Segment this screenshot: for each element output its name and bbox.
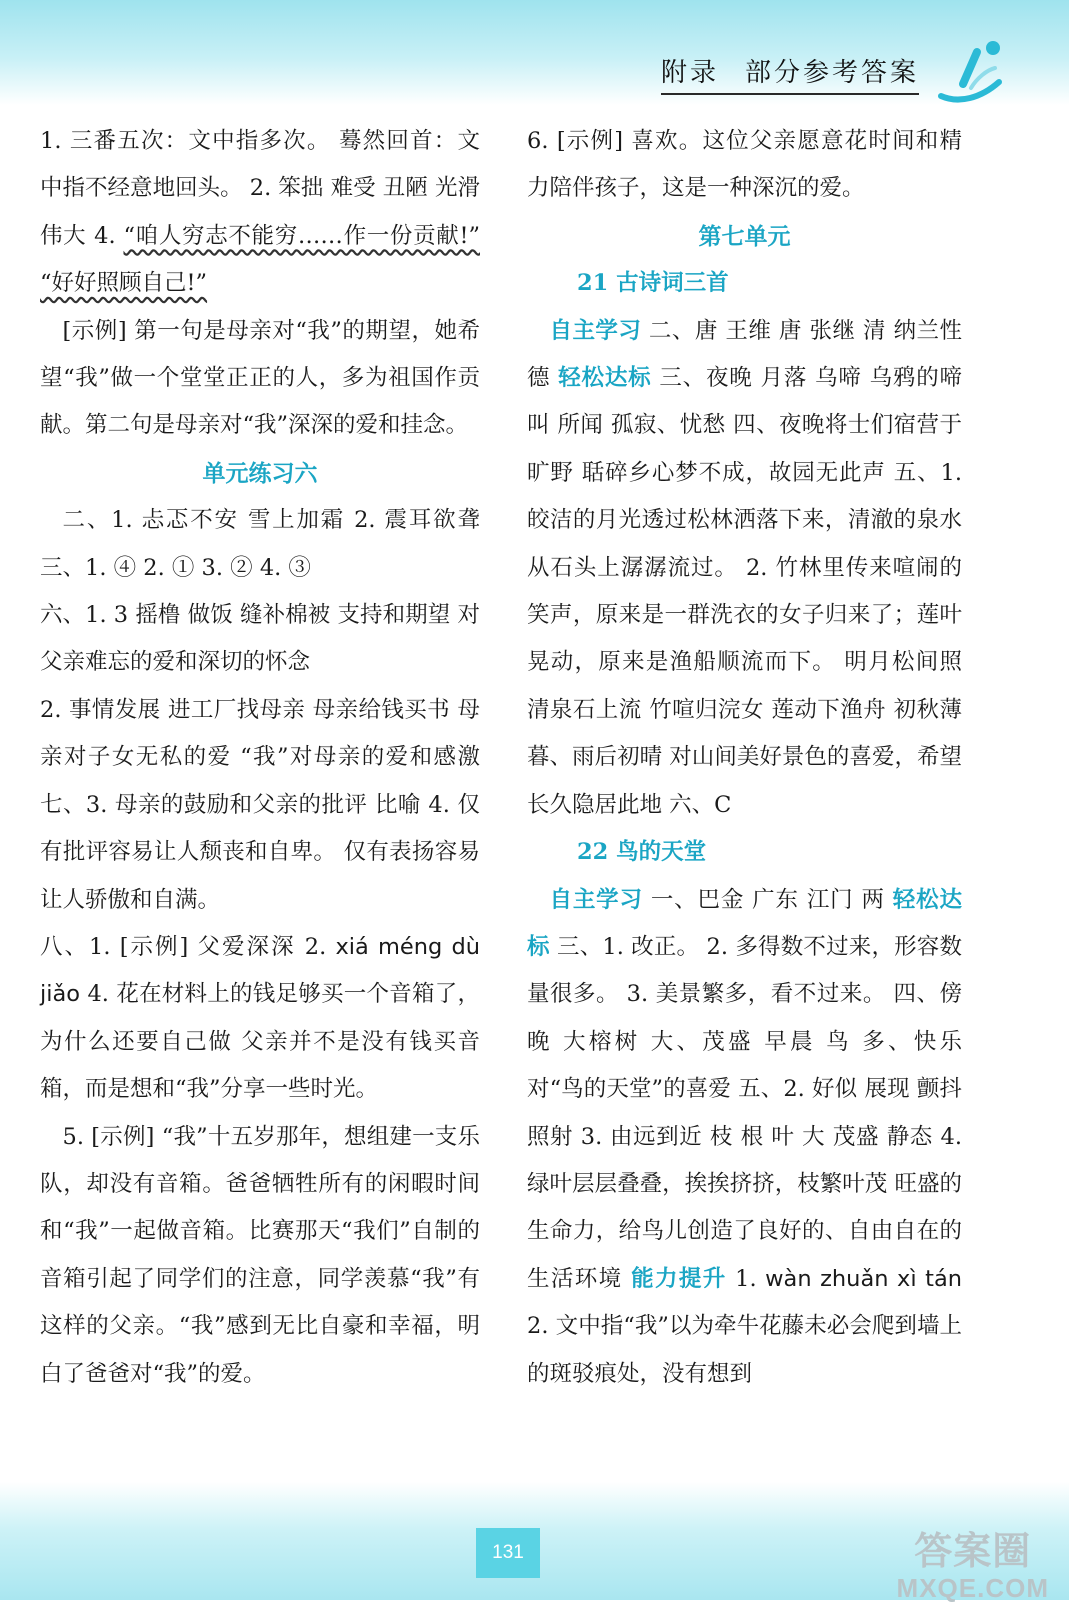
answer-para-6 (40, 924, 480, 1114)
answer-text: 1. 三番五次：文中指多次。 蓦然回首：文中指不经意地回头。 2. 笨拙 难受 丑陋 光滑 伟大 4. (40, 128, 480, 249)
pencil-swoosh-logo-icon (937, 38, 1009, 108)
tag-easy-goal: 轻松达标 (527, 886, 962, 960)
unit-seven-heading: 第七单元 (698, 222, 791, 250)
unit-practice-heading: 单元练习六 (202, 459, 318, 487)
answer-para-2: [示例] 第一句是母亲对“我”的期望，她希望“我”做一个堂堂正正的人，多为祖国作贡献。第二句是母亲对“我”深深的爱和挂念。 (40, 317, 480, 439)
left-column (40, 118, 480, 1398)
watermark-line-1: 答案圈 (914, 1531, 1032, 1573)
answer-text: 三、夜晚 月落 乌啼 乌鸦的啼叫 所闻 孤寂、忧愁 四、夜晚将士们宿营于旷野 聒碎乡心梦不成，故园无此声 五、1. 皎洁的月光透过松林洒落下来，清澈的泉水从石头上潺潺流过。 2. 竹林里传来喧闹的笑声，原来是一群洗衣的女子归来了；莲叶晃动，原来是渔船顺流而下。 明月松间照 清泉石上流 竹喧归浣女 莲动下渔舟 初秋薄暮、雨后初晴 对山间美好景色的喜爱，希望长久隐居此地 六、C (527, 365, 962, 818)
pinyin-text: xiá méng dù jiǎo (40, 933, 480, 1008)
answer-para-r2 (527, 308, 962, 829)
answer-para-7: 5. [示例] “我”十五岁那年，想组建一支乐队，却没有音箱。爸爸牺牲所有的闲暇时间和“我”一起做音箱。比赛那天“我们”自制的音箱引起了同学们的注意，同学羡慕“我”有这样的父亲。“我”感到无比自豪和幸福，明白了爸爸对“我”的爱。 (40, 1123, 480, 1387)
right-column (527, 118, 962, 1398)
answer-para-r3 (527, 877, 962, 1398)
wavy-quote-1: “咱人穷志不能穷……作一份贡献!” (123, 222, 480, 249)
answer-text: 1. (726, 1265, 766, 1292)
header-answers: 部分参考答案 (744, 58, 919, 88)
answer-para-3: 二、1. 忐忑不安 雪上加霜 2. 震耳欲聋 三、1. ④ 2. ① 3. ② 4. ③ (40, 507, 480, 581)
answer-text: 2. 文中指“我”以为牵牛花藤未必会爬到墙上的斑驳痕处，没有想到 (527, 1313, 962, 1387)
tag-self-study: 自主学习 (549, 886, 643, 913)
wavy-quote-2: “好好照顾自己!” (40, 270, 208, 297)
answer-text: 一、巴金 广东 江门 两 (642, 886, 893, 913)
answer-text: 三、1. 改正。 2. 多得数不过来，形容数量很多。 3. 美景繁多，看不过来。 四、傍晚 大榕树 大、茂盛 早晨 鸟 多、快乐 对“鸟的天堂”的喜爱 五、2. 好似 展现 颤抖 照射 3. 由远到近 枝 根 叶 大 茂盛 静态 4. 绿叶层层叠叠，挨挨挤挤，枝繁叶茂 旺盛的生命力，给鸟儿创造了良好的、自由自在的生活环境 (527, 933, 962, 1292)
page-header (661, 52, 919, 95)
answer-text: 二、唐 王维 唐 张继 清 纳兰性德 (527, 317, 962, 392)
answer-text: 八、1. [示例] 父爱深深 2. (40, 933, 336, 960)
answer-text: 4. 花在材料上的钱足够买一个音箱了，为什么还要自己做 父亲并不是没有钱买音箱，而是想和“我”分享一些时光。 (40, 981, 480, 1103)
pinyin-text: wàn zhuǎn xì tán (765, 1265, 962, 1292)
tag-ability-up: 能力提升 (631, 1265, 727, 1292)
watermark-logo (897, 1532, 1049, 1602)
tag-self-study: 自主学习 (549, 317, 642, 344)
watermark-line-2: MXQE.COM (896, 1572, 1049, 1603)
answer-para-4: 六、1. 3 摇橹 做饭 缝补棉被 支持和期望 对父亲难忘的爱和深切的怀念 (40, 602, 480, 676)
answer-para-1 (40, 118, 480, 308)
page-number: 131 (476, 1528, 540, 1578)
header-appendix: 附录 (660, 58, 719, 88)
tag-easy-goal: 轻松达标 (558, 365, 652, 392)
answer-para-r1: 6. [示例] 喜欢。这位父亲愿意花时间和精力陪伴孩子，这是一种深沉的爱。 (527, 128, 962, 202)
answer-para-5: 2. 事情发展 进工厂找母亲 母亲给钱买书 母亲对子女无私的爱 “我”对母亲的爱和感激 七、3. 母亲的鼓励和父亲的批评 比喻 4. 仅有批评容易让人颓丧和自卑。 仅有表扬容易让人骄傲和自满。 (40, 696, 480, 913)
lesson-21-title: 21 古诗词三首 (577, 270, 729, 297)
lesson-22-title: 22 鸟的天堂 (577, 839, 707, 866)
